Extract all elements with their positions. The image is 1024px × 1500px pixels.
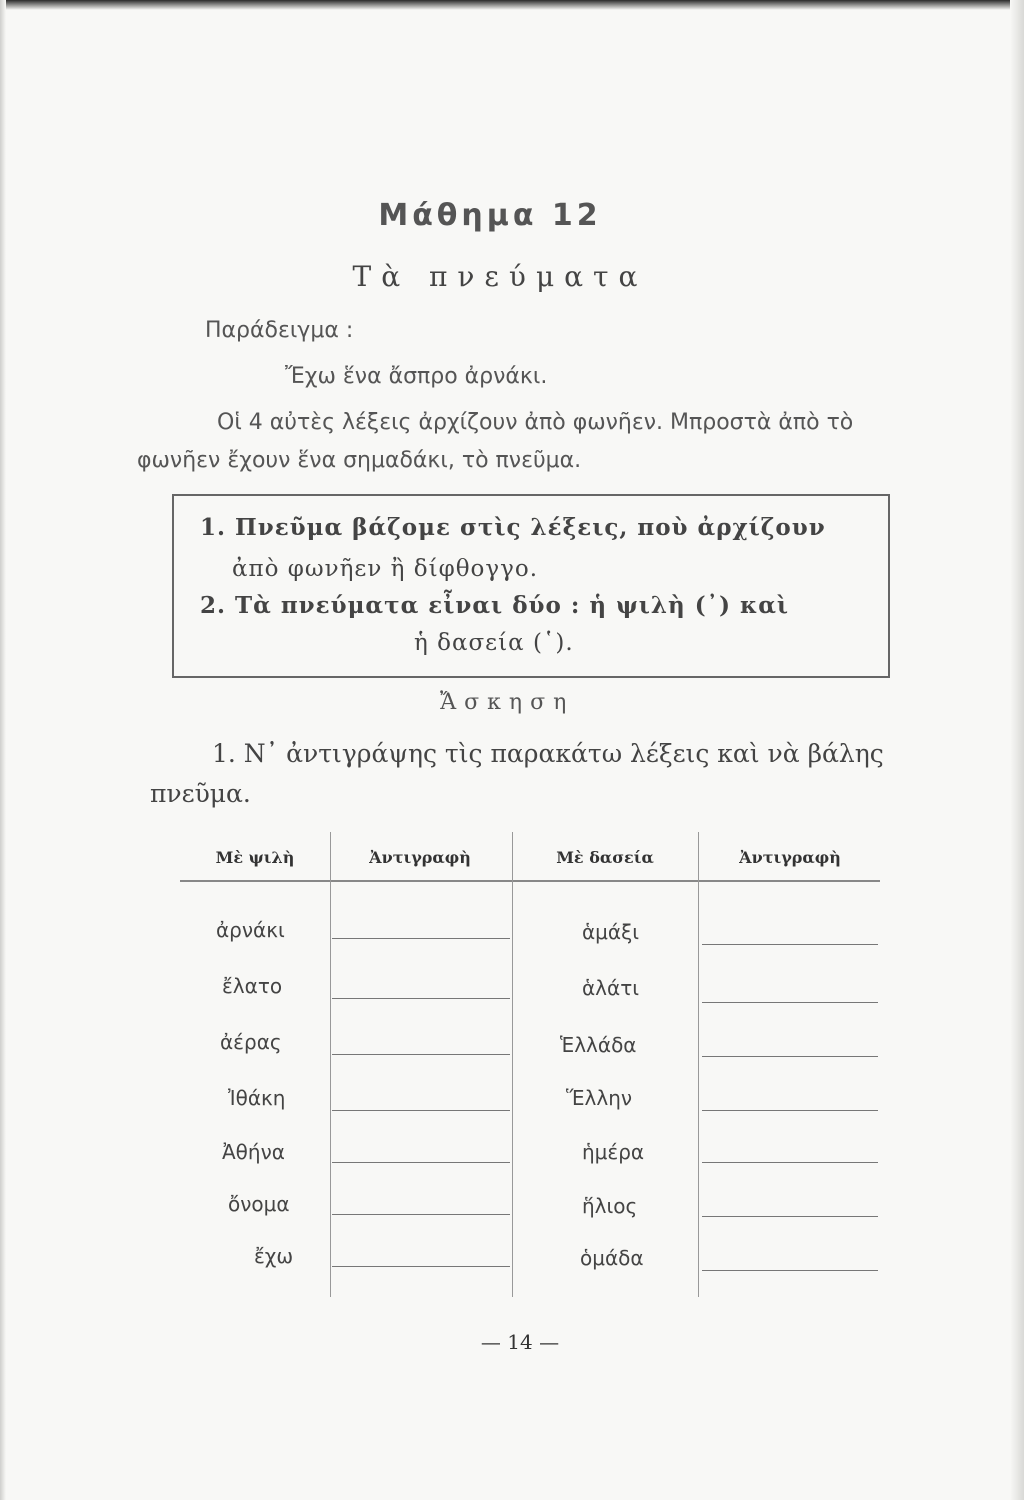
scan-right-edge (1010, 0, 1024, 1500)
rule-1-line-1: 1. Πνεῦμα βάζομε στὶς λέξεις, ποὺ ἀρχίζουν (200, 514, 826, 541)
table-column-divider (512, 832, 513, 1297)
header-copy-2: Ἀντιγραφὴ (739, 848, 841, 867)
table-header-rule (180, 880, 880, 882)
psili-word: ὄνομα (228, 1192, 290, 1216)
lesson-subtitle: Τὰ πνεύματα (352, 260, 648, 293)
copy-blank[interactable] (332, 1214, 510, 1215)
psili-word: Ἀθήνα (222, 1140, 285, 1164)
daseia-word: ἡμέρα (582, 1140, 645, 1164)
copy-blank[interactable] (332, 1110, 510, 1111)
rule-1-line-2: ἀπὸ φωνῆεν ἢ δίφθογγο. (232, 556, 539, 582)
daseia-word: Ἑλλάδα (560, 1033, 637, 1057)
header-daseia: Μὲ δασεία (556, 848, 654, 867)
daseia-word: Ἕλλην (566, 1086, 633, 1110)
daseia-word: ἥλιος (582, 1194, 638, 1218)
table-column-divider (330, 832, 331, 1297)
exercise-title: Ἄσκηση (440, 690, 575, 715)
psili-word: ἔλατο (222, 974, 283, 998)
psili-word: Ἰθάκη (228, 1086, 286, 1110)
exercise-instruction: 1. Ν᾿ ἀντιγράψης τὶς παρακάτω λέξεις καὶ νὰ βάλης πνεῦμα. (150, 739, 884, 808)
page-number: — 14 — (480, 1330, 560, 1354)
daseia-word: ὁμάδα (580, 1246, 644, 1270)
copy-blank[interactable] (332, 1162, 510, 1163)
copy-blank[interactable] (332, 998, 510, 999)
rule-2-line-2: ἡ δασεία (῾). (414, 630, 574, 656)
rule-2-line-1: 2. Τὰ πνεύματα εἶναι δύο : ἡ ψιλὴ (᾿) καὶ (200, 592, 790, 619)
daseia-word: ἁμάξι (582, 920, 640, 944)
header-psili: Μὲ ψιλὴ (215, 848, 295, 867)
example-sentence: Ἔχω ἕνα ἄσπρο ἀρνάκι. (285, 364, 548, 389)
copy-blank[interactable] (702, 1056, 878, 1057)
copy-blank[interactable] (702, 1270, 878, 1271)
header-copy-1: Ἀντιγραφὴ (369, 848, 471, 867)
example-explanation: Οἱ 4 αὐτὲς λέξεις ἀρχίζουν ἀπὸ φωνῆεν. Μπροστὰ ἀπὸ τὸ φωνῆεν ἔχουν ἕνα σημαδάκι, τὸ πνεῦμα. (137, 410, 854, 473)
copy-blank[interactable] (702, 1162, 878, 1163)
psili-word: ἔχω (254, 1244, 294, 1268)
lesson-title: Μάθημα 12 (378, 198, 602, 233)
copy-blank[interactable] (332, 938, 510, 939)
copy-blank[interactable] (332, 1266, 510, 1267)
daseia-word: ἁλάτι (582, 976, 640, 1000)
scan-top-edge (0, 0, 1024, 10)
scan-left-edge (0, 0, 6, 1500)
example-label: Παράδειγμα : (205, 318, 354, 343)
copy-blank[interactable] (702, 1216, 878, 1217)
copy-blank[interactable] (702, 1002, 878, 1003)
rule-box (172, 494, 890, 678)
table-column-divider (698, 832, 699, 1297)
psili-word: ἀρνάκι (216, 918, 285, 942)
psili-word: ἀέρας (220, 1030, 282, 1054)
copy-blank[interactable] (332, 1054, 510, 1055)
copy-blank[interactable] (702, 1110, 878, 1111)
copy-blank[interactable] (702, 944, 878, 945)
